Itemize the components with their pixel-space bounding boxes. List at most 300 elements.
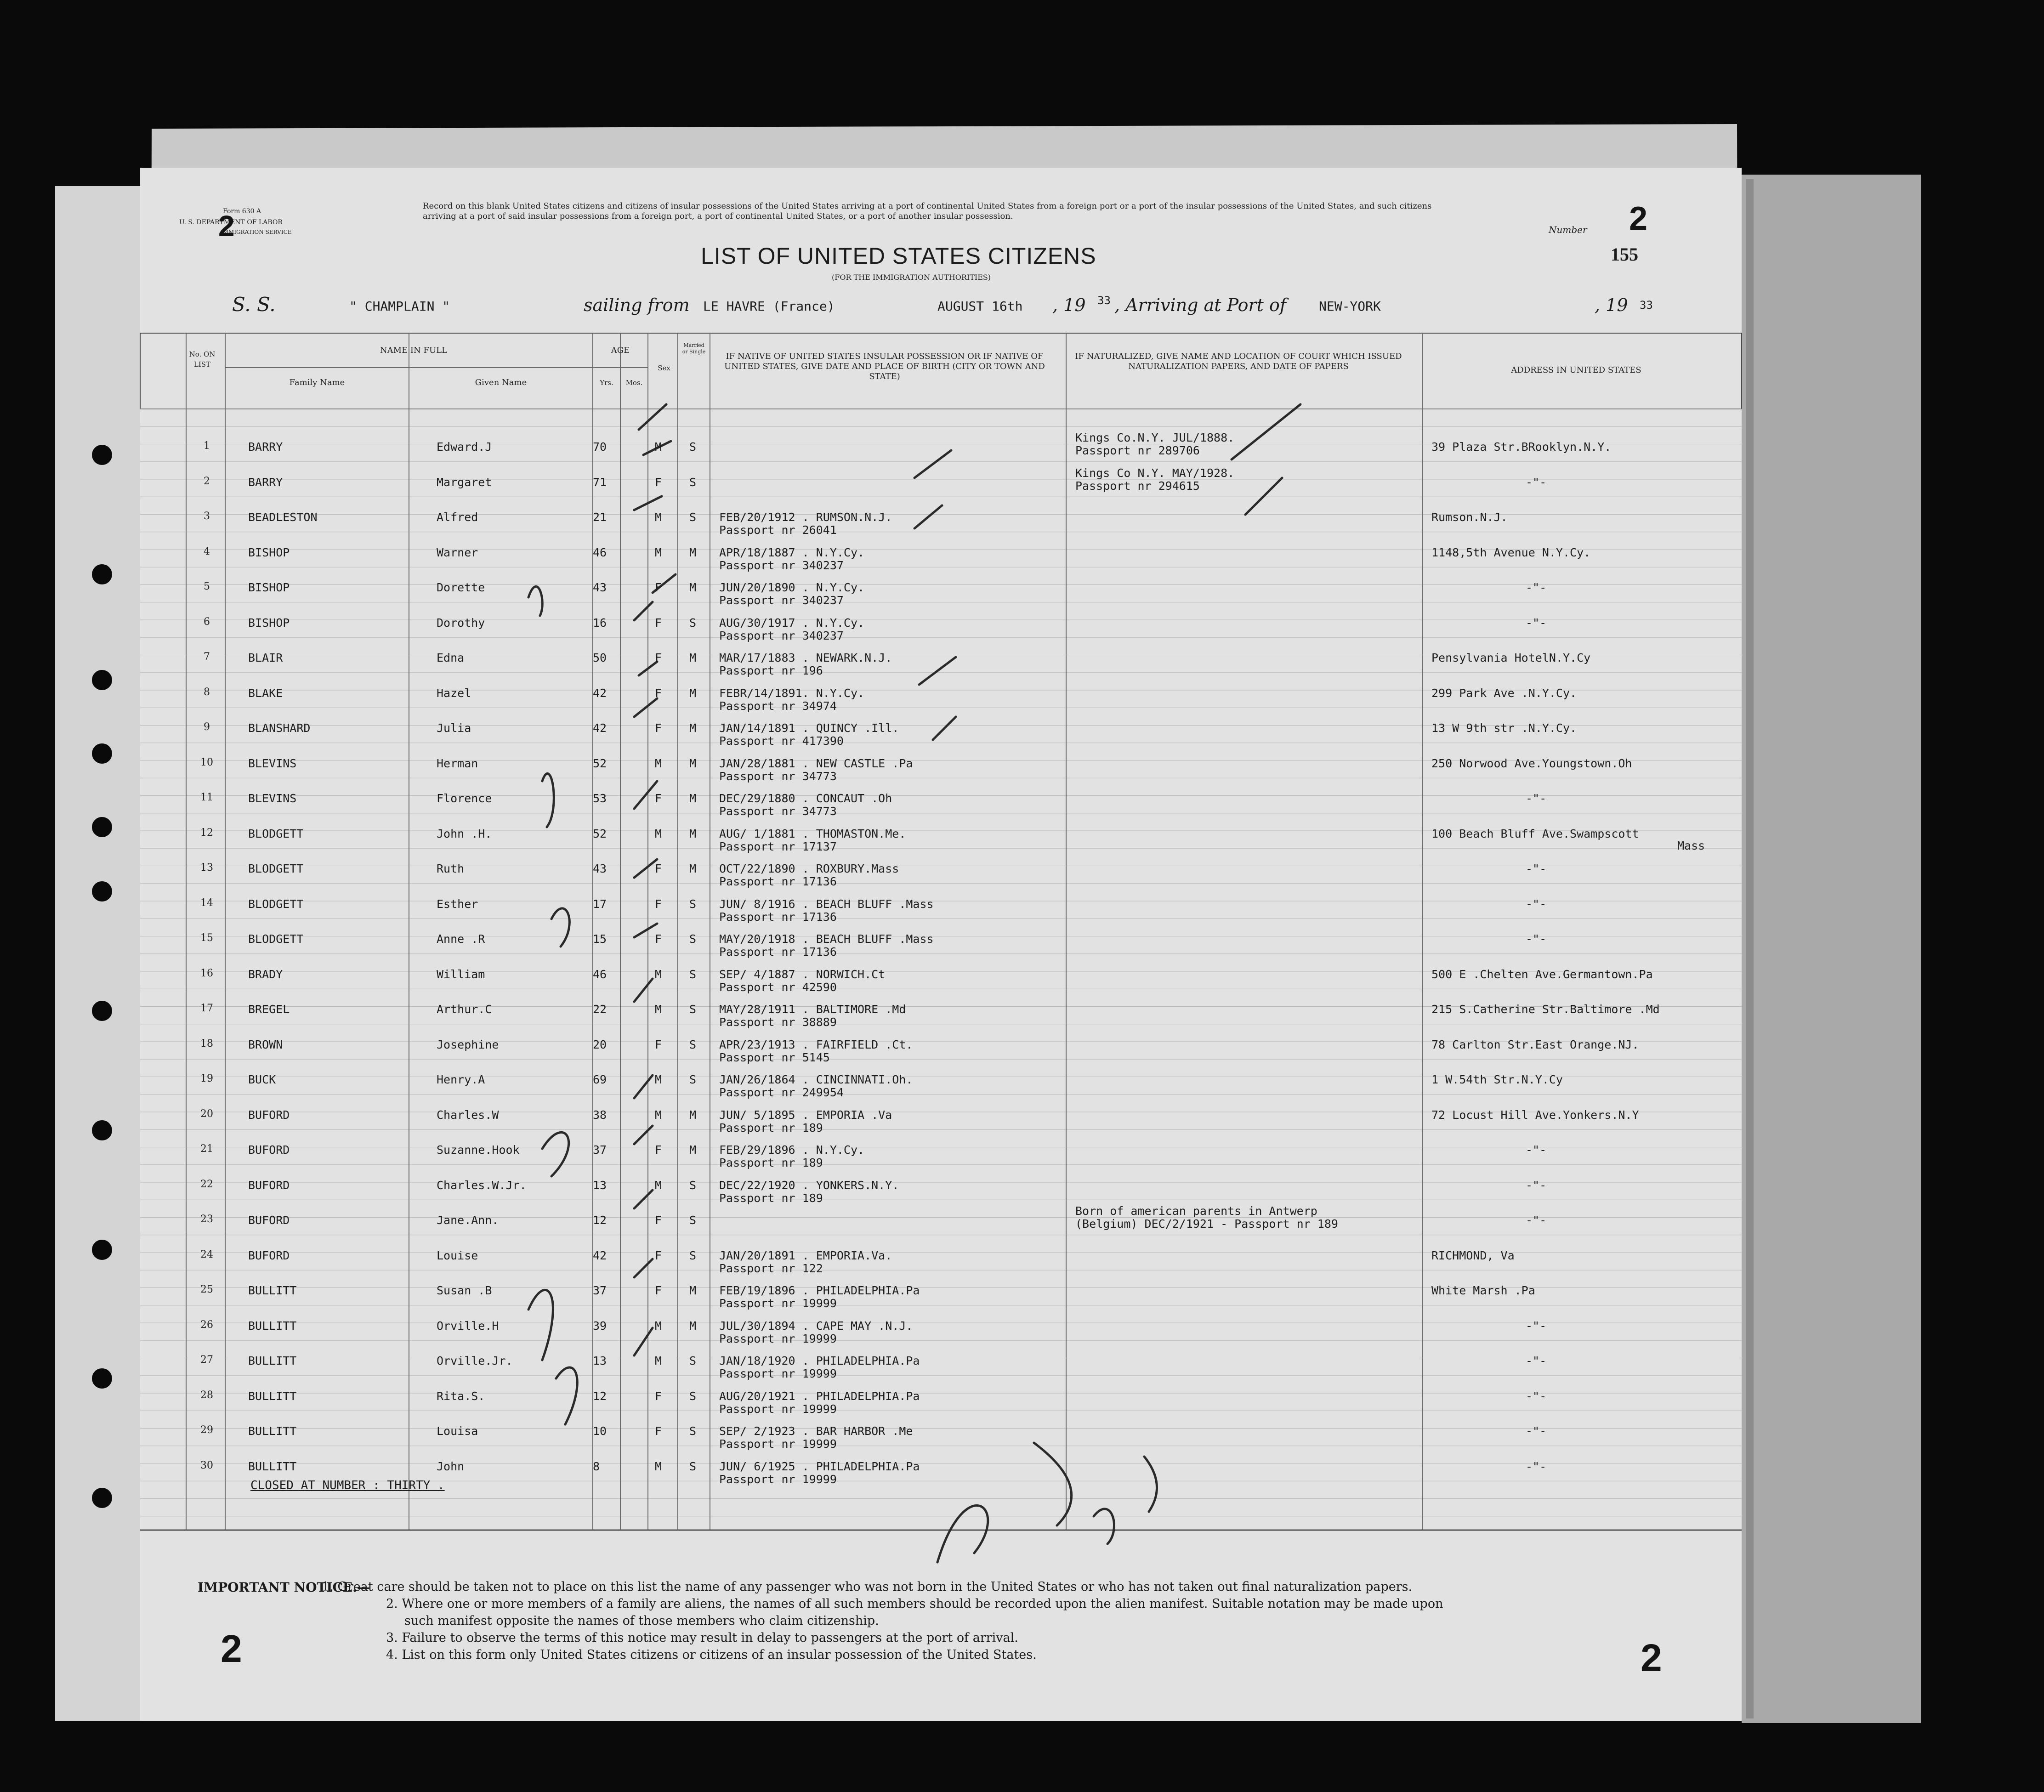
row-number: 8	[204, 686, 210, 698]
address: 13 W 9th str .N.Y.Cy.	[1431, 721, 1577, 735]
marital-status: S	[689, 1459, 697, 1473]
sex: M	[655, 440, 662, 454]
sex: F	[655, 862, 662, 875]
birth-passport: Passport nr 196	[719, 664, 823, 677]
family-name: BARRY	[248, 440, 283, 454]
number-label: Number	[1549, 224, 1587, 235]
address: White Marsh .Pa	[1431, 1284, 1535, 1297]
family-name: BISHOP	[248, 545, 290, 559]
sex: F	[655, 932, 662, 946]
birth-info: JUN/ 6/1925 . PHILADELPHIA.Pa	[719, 1459, 920, 1473]
marital-status: S	[689, 932, 697, 946]
age-years: 43	[593, 862, 607, 875]
address: -"-	[1526, 792, 1547, 805]
marital-status: M	[689, 1319, 697, 1333]
given-name: Louisa	[437, 1424, 478, 1438]
notice-item-1: 1. Great care should be taken not to place on this list the name of any passenger who was not born in the United States or who has not taken out final naturalization papers.	[322, 1580, 1413, 1594]
address: 500 E .Chelten Ave.Germantown.Pa	[1431, 967, 1653, 981]
family-name: BROWN	[248, 1038, 283, 1051]
ss-label: S. S.	[232, 293, 276, 316]
birth-passport: Passport nr 19999	[719, 1437, 837, 1451]
given-name: Edward.J	[437, 440, 492, 454]
sex: F	[655, 1214, 662, 1227]
marital-status: S	[689, 1354, 697, 1367]
address: -"-	[1526, 932, 1547, 946]
age-years: 52	[593, 756, 607, 770]
birth-passport: Passport nr 42590	[719, 980, 837, 994]
birth-info: JUN/ 5/1895 . EMPORIA .Va	[719, 1108, 892, 1122]
age-years: 20	[593, 1038, 607, 1051]
given-name: Dorothy	[437, 616, 485, 629]
birth-passport: Passport nr 340237	[719, 558, 844, 572]
col-sex: Sex	[658, 364, 670, 372]
family-name: BLEVINS	[248, 756, 297, 770]
birth-passport: Passport nr 38889	[719, 1015, 837, 1029]
address: Rumson.N.J.	[1431, 510, 1508, 524]
birth-info: FEBR/14/1891. N.Y.Cy.	[719, 686, 865, 700]
naturalization-passport: (Belgium) DEC/2/1921 - Passport nr 189	[1075, 1217, 1338, 1231]
sex: M	[655, 1108, 662, 1122]
sex: F	[655, 1284, 662, 1297]
naturalization-info: Born of american parents in Antwerp	[1075, 1204, 1317, 1218]
sex: M	[655, 967, 662, 981]
family-name: BISHOP	[248, 616, 290, 629]
sex: M	[655, 545, 662, 559]
arriving-label: , Arriving at Port of	[1114, 295, 1286, 315]
age-years: 69	[593, 1073, 607, 1086]
row-number: 5	[204, 581, 210, 592]
notice-item-4: 4. List on this form only United States citizens or citizens of an insular possession of the United States.	[386, 1648, 1037, 1662]
birth-info: FEB/29/1896 . N.Y.Cy.	[719, 1143, 865, 1157]
marital-status: M	[689, 1284, 697, 1297]
birth-info: JAN/28/1881 . NEW CASTLE .Pa	[719, 756, 913, 770]
birth-passport: Passport nr 17136	[719, 875, 837, 888]
row-number: 1	[204, 440, 210, 452]
family-name: BLAKE	[248, 686, 283, 700]
family-name: BULLITT	[248, 1354, 297, 1367]
page-title: LIST OF UNITED STATES CITIZENS	[701, 243, 1096, 269]
sex: M	[655, 1459, 662, 1473]
marital-status: S	[689, 967, 697, 981]
col-mos: Mos.	[625, 379, 643, 387]
birth-passport: Passport nr 5145	[719, 1050, 830, 1064]
birth-passport: Passport nr 340237	[719, 594, 844, 607]
address: 1 W.54th Str.N.Y.Cy	[1431, 1073, 1563, 1086]
marital-status: S	[689, 440, 697, 454]
age-years: 37	[593, 1143, 607, 1157]
birth-passport: Passport nr 189	[719, 1191, 823, 1205]
birth-info: AUG/ 1/1881 . THOMASTON.Me.	[719, 827, 906, 840]
sailing-label: sailing from	[584, 295, 690, 315]
sex: F	[655, 1248, 662, 1262]
family-name: BULLITT	[248, 1424, 297, 1438]
age-years: 17	[593, 897, 607, 911]
birth-info: APR/23/1913 . FAIRFIELD .Ct.	[719, 1038, 913, 1051]
given-name: Charles.W.Jr.	[437, 1178, 527, 1192]
given-name: Margaret	[437, 475, 492, 489]
birth-info: JAN/18/1920 . PHILADELPHIA.Pa	[719, 1354, 920, 1367]
sex: F	[655, 616, 662, 629]
sex: M	[655, 1319, 662, 1333]
birth-info: OCT/22/1890 . ROXBURY.Mass	[719, 862, 899, 875]
age-years: 16	[593, 616, 607, 629]
birth-info: AUG/30/1917 . N.Y.Cy.	[719, 616, 865, 629]
sex: M	[655, 1003, 662, 1016]
birth-passport: Passport nr 26041	[719, 523, 837, 537]
address: 72 Locust Hill Ave.Yonkers.N.Y	[1431, 1108, 1639, 1122]
address: RICHMOND, Va	[1431, 1248, 1515, 1262]
bottom-left-number: 2	[221, 1627, 242, 1670]
col-name-in-full: NAME IN FULL	[380, 346, 448, 355]
age-years: 12	[593, 1214, 607, 1227]
page-number: 155	[1611, 244, 1638, 265]
marital-status: S	[689, 1214, 697, 1227]
family-name: BLODGETT	[248, 932, 304, 946]
col-no-on-list: No. ON LIST	[189, 350, 216, 369]
family-name: BRADY	[248, 967, 283, 981]
marital-status: S	[689, 1248, 697, 1262]
sex: M	[655, 1354, 662, 1367]
given-name: William	[437, 967, 485, 981]
birth-info: JUL/30/1894 . CAPE MAY .N.J.	[719, 1319, 913, 1333]
service: IMMIGRATION SERVICE	[221, 229, 292, 235]
departure-port: LE HAVRE (France)	[703, 299, 835, 314]
arrival-year-prefix: , 19	[1595, 295, 1628, 315]
address: 100 Beach Bluff Ave.Swampscott	[1431, 827, 1639, 840]
arrival-port: NEW-YORK	[1319, 299, 1381, 314]
address: -"-	[1526, 616, 1547, 629]
row-number: 7	[204, 651, 210, 663]
given-name: Dorette	[437, 581, 485, 594]
given-name: Ruth	[437, 862, 465, 875]
col-given-name: Given Name	[475, 378, 527, 387]
age-years: 52	[593, 827, 607, 840]
row-number: 28	[200, 1389, 213, 1401]
age-years: 43	[593, 581, 607, 594]
given-name: Edna	[437, 651, 465, 664]
marital-status: M	[689, 827, 697, 840]
row-number: 3	[204, 510, 210, 522]
family-name: BUCK	[248, 1073, 276, 1086]
family-name: BULLITT	[248, 1389, 297, 1403]
birth-info: FEB/20/1912 . RUMSON.N.J.	[719, 510, 892, 524]
marital-status: S	[689, 1073, 697, 1086]
given-name: John .H.	[437, 827, 492, 840]
year-prefix: , 19	[1052, 295, 1086, 315]
age-years: 8	[593, 1459, 600, 1473]
birth-info: FEB/19/1896 . PHILADELPHIA.Pa	[719, 1284, 920, 1297]
row-number: 21	[200, 1143, 213, 1155]
row-number: 6	[204, 616, 210, 628]
col-yrs: Yrs.	[600, 379, 613, 387]
naturalization-info: Kings Co N.Y. MAY/1928.	[1075, 466, 1235, 480]
marital-status: M	[689, 651, 697, 664]
given-name: John	[437, 1459, 465, 1473]
family-name: BLANSHARD	[248, 721, 311, 735]
col-age: AGE	[611, 346, 630, 355]
birth-passport: Passport nr 19999	[719, 1472, 837, 1486]
age-years: 21	[593, 510, 607, 524]
family-name: BLODGETT	[248, 862, 304, 875]
family-name: BREGEL	[248, 1003, 290, 1016]
marital-status: S	[689, 510, 697, 524]
given-name: Orville.Jr.	[437, 1354, 513, 1367]
marital-status: M	[689, 1108, 697, 1122]
col-married: Married or Single	[682, 342, 706, 355]
age-years: 42	[593, 686, 607, 700]
naturalization-passport: Passport nr 289706	[1075, 444, 1200, 457]
sex: F	[655, 651, 662, 664]
birth-info: SEP/ 4/1887 . NORWICH.Ct	[719, 967, 886, 981]
row-number: 16	[200, 967, 213, 979]
birth-info: DEC/29/1880 . CONCAUT .Oh	[719, 792, 892, 805]
row-number: 13	[200, 862, 213, 873]
family-name: BLODGETT	[248, 897, 304, 911]
birth-passport: Passport nr 34773	[719, 769, 837, 783]
marital-status: S	[689, 1038, 697, 1051]
row-number: 25	[200, 1284, 213, 1295]
notice-item-2-cont: such manifest opposite the names of those members who claim citizenship.	[404, 1614, 879, 1628]
age-years: 38	[593, 1108, 607, 1122]
row-number: 17	[200, 1003, 213, 1014]
given-name: Orville.H	[437, 1319, 499, 1333]
marital-status: M	[689, 792, 697, 805]
birth-passport: Passport nr 19999	[719, 1367, 837, 1380]
row-number: 14	[200, 897, 213, 909]
sex: F	[655, 792, 662, 805]
arrival-year: 33	[1640, 299, 1653, 312]
sailing-year: 33	[1097, 294, 1111, 307]
department: U. S. DEPARTMENT OF LABOR	[179, 219, 283, 226]
family-name: BLODGETT	[248, 827, 304, 840]
age-years: 39	[593, 1319, 607, 1333]
birth-passport: Passport nr 249954	[719, 1086, 844, 1099]
given-name: Louise	[437, 1248, 478, 1262]
address-cont: Mass	[1677, 839, 1705, 852]
birth-info: MAY/28/1911 . BALTIMORE .Md	[719, 1003, 906, 1016]
marital-status: M	[689, 686, 697, 700]
row-number: 15	[200, 932, 213, 944]
birth-info: SEP/ 2/1923 . BAR HARBOR .Me	[719, 1424, 913, 1438]
age-years: 12	[593, 1389, 607, 1403]
address: -"-	[1526, 1389, 1547, 1403]
age-years: 13	[593, 1178, 607, 1192]
family-name: BARRY	[248, 475, 283, 489]
row-number: 12	[200, 827, 213, 839]
age-years: 37	[593, 1284, 607, 1297]
address: 250 Norwood Ave.Youngstown.Oh	[1431, 756, 1632, 770]
notice-item-2: 2. Where one or more members of a family are aliens, the names of all such members should be recorded upon the alien manifest. Suitable notation may be made upon	[386, 1597, 1443, 1611]
row-number: 24	[200, 1248, 213, 1260]
given-name: Josephine	[437, 1038, 499, 1051]
address: -"-	[1526, 897, 1547, 911]
given-name: Hazel	[437, 686, 471, 700]
birth-info: DEC/22/1920 . YONKERS.N.Y.	[719, 1178, 899, 1192]
family-name: BUFORD	[248, 1248, 290, 1262]
birth-info: JUN/20/1890 . N.Y.Cy.	[719, 581, 865, 594]
birth-passport: Passport nr 34773	[719, 805, 837, 818]
page-subtitle: (FOR THE IMMIGRATION AUTHORITIES)	[832, 273, 991, 282]
marital-status: M	[689, 1143, 697, 1157]
row-number: 26	[200, 1319, 213, 1331]
naturalization-info: Kings Co.N.Y. JUL/1888.	[1075, 431, 1235, 444]
row-number: 10	[200, 756, 213, 768]
given-name: Charles.W	[437, 1108, 499, 1122]
given-name: Anne .R	[437, 932, 485, 946]
bottom-right-number: 2	[1641, 1636, 1662, 1679]
address: -"-	[1526, 1319, 1547, 1333]
sex: M	[655, 827, 662, 840]
row-number: 20	[200, 1108, 213, 1120]
given-name: Suzanne.Hook	[437, 1143, 520, 1157]
address: -"-	[1526, 1424, 1547, 1438]
birth-info: JAN/20/1891 . EMPORIA.Va.	[719, 1248, 892, 1262]
given-name: Julia	[437, 721, 471, 735]
birth-passport: Passport nr 340237	[719, 629, 844, 642]
closing-note: CLOSED AT NUMBER : THIRTY .	[250, 1479, 445, 1492]
birth-info: JAN/14/1891 . QUINCY .Ill.	[719, 721, 899, 735]
family-name: BULLITT	[248, 1284, 297, 1297]
age-years: 42	[593, 721, 607, 735]
sex: F	[655, 721, 662, 735]
address: -"-	[1526, 475, 1547, 489]
marital-status: M	[689, 581, 697, 594]
family-name: BULLITT	[248, 1459, 297, 1473]
row-number: 19	[200, 1073, 213, 1084]
family-name: BUFORD	[248, 1143, 290, 1157]
sex: F	[655, 897, 662, 911]
marital-status: S	[689, 616, 697, 629]
family-name: BEADLESTON	[248, 510, 318, 524]
birth-info: AUG/20/1921 . PHILADELPHIA.Pa	[719, 1389, 920, 1403]
sex: M	[655, 510, 662, 524]
given-name: Florence	[437, 792, 492, 805]
top-sheet-number: 2	[218, 210, 235, 243]
marital-status: S	[689, 1003, 697, 1016]
address: -"-	[1526, 1459, 1547, 1473]
row-number: 22	[200, 1178, 213, 1190]
sex: F	[655, 581, 662, 594]
birth-info: APR/18/1887 . N.Y.Cy.	[719, 545, 865, 559]
given-name: Esther	[437, 897, 478, 911]
age-years: 10	[593, 1424, 607, 1438]
age-years: 22	[593, 1003, 607, 1016]
address: -"-	[1526, 581, 1547, 594]
given-name: Alfred	[437, 510, 478, 524]
sex: F	[655, 1038, 662, 1051]
given-name: Rita.S.	[437, 1389, 485, 1403]
given-name: Herman	[437, 756, 478, 770]
birth-passport: Passport nr 17136	[719, 910, 837, 924]
sex: F	[655, 1389, 662, 1403]
col-birth: IF NATIVE OF UNITED STATES INSULAR POSSESSION OR IF NATIVE OF UNITED STATES, GIVE DATE AND PLACE OF BIRTH (CITY OR TOWN AND STATE)	[724, 352, 1045, 381]
address: 299 Park Ave .N.Y.Cy.	[1431, 686, 1577, 700]
birth-passport: Passport nr 122	[719, 1261, 823, 1275]
number-value: 2	[1629, 200, 1648, 237]
age-years: 53	[593, 792, 607, 805]
age-years: 13	[593, 1354, 607, 1367]
col-naturalized: IF NATURALIZED, GIVE NAME AND LOCATION OF COURT WHICH ISSUED NATURALIZATION PAPERS, AND DATE OF PAPERS	[1075, 352, 1402, 371]
family-name: BUFORD	[248, 1108, 290, 1122]
birth-passport: Passport nr 19999	[719, 1402, 837, 1416]
marital-status: S	[689, 1178, 697, 1192]
address: Pensylvania HotelN.Y.Cy	[1431, 651, 1591, 664]
sex: F	[655, 1143, 662, 1157]
notice-item-3: 3. Failure to observe the terms of this notice may result in delay to passengers at the port of arrival.	[386, 1631, 1018, 1645]
marital-status: S	[689, 1424, 697, 1438]
row-number: 4	[204, 545, 210, 557]
family-name: BLEVINS	[248, 792, 297, 805]
birth-info: MAY/20/1918 . BEACH BLUFF .Mass	[719, 932, 934, 946]
marital-status: M	[689, 756, 697, 770]
marital-status: M	[689, 721, 697, 735]
age-years: 46	[593, 967, 607, 981]
family-name: BULLITT	[248, 1319, 297, 1333]
given-name: Warner	[437, 545, 478, 559]
birth-passport: Passport nr 417390	[719, 734, 844, 748]
address: -"-	[1526, 1143, 1547, 1157]
form-id: Form 630 A	[223, 208, 261, 215]
age-years: 50	[593, 651, 607, 664]
sex: M	[655, 1178, 662, 1192]
marital-status: M	[689, 862, 697, 875]
family-name: BUFORD	[248, 1214, 290, 1227]
marital-status: S	[689, 897, 697, 911]
address: 39 Plaza Str.BRooklyn.N.Y.	[1431, 440, 1612, 454]
age-years: 71	[593, 475, 607, 489]
birth-info: MAR/17/1883 . NEWARK.N.J.	[719, 651, 892, 664]
birth-passport: Passport nr 17137	[719, 839, 837, 853]
sex: F	[655, 686, 662, 700]
address: -"-	[1526, 862, 1547, 875]
address: 78 Carlton Str.East Orange.NJ.	[1431, 1038, 1639, 1051]
row-number: 27	[200, 1354, 213, 1366]
age-years: 15	[593, 932, 607, 946]
naturalization-passport: Passport nr 294615	[1075, 479, 1200, 493]
given-name: Susan .B	[437, 1284, 492, 1297]
birth-passport: Passport nr 34974	[719, 699, 837, 713]
sex: F	[655, 475, 662, 489]
address: 215 S.Catherine Str.Baltimore .Md	[1431, 1003, 1660, 1016]
sex: F	[655, 1424, 662, 1438]
row-number: 18	[200, 1038, 213, 1049]
marital-status: S	[689, 1389, 697, 1403]
marital-status: M	[689, 545, 697, 559]
given-name: Arthur.C	[437, 1003, 492, 1016]
birth-passport: Passport nr 189	[719, 1121, 823, 1134]
sex: M	[655, 756, 662, 770]
given-name: Henry.A	[437, 1073, 485, 1086]
age-years: 70	[593, 440, 607, 454]
col-family-name: Family Name	[289, 378, 345, 387]
row-number: 30	[200, 1459, 213, 1471]
birth-info: JAN/26/1864 . CINCINNATI.Oh.	[719, 1073, 913, 1086]
row-number: 23	[200, 1214, 213, 1225]
given-name: Jane.Ann.	[437, 1214, 499, 1227]
birth-passport: Passport nr 19999	[719, 1332, 837, 1345]
birth-info: JUN/ 8/1916 . BEACH BLUFF .Mass	[719, 897, 934, 911]
age-years: 42	[593, 1248, 607, 1262]
row-number: 11	[200, 792, 213, 803]
birth-passport: Passport nr 19999	[719, 1297, 837, 1310]
family-name: BUFORD	[248, 1178, 290, 1192]
notice-heading: IMPORTANT NOTICE.—	[198, 1580, 370, 1595]
sailing-date: AUGUST 16th	[937, 299, 1023, 314]
family-name: BISHOP	[248, 581, 290, 594]
age-years: 46	[593, 545, 607, 559]
address: -"-	[1526, 1354, 1547, 1367]
birth-passport: Passport nr 189	[719, 1156, 823, 1169]
